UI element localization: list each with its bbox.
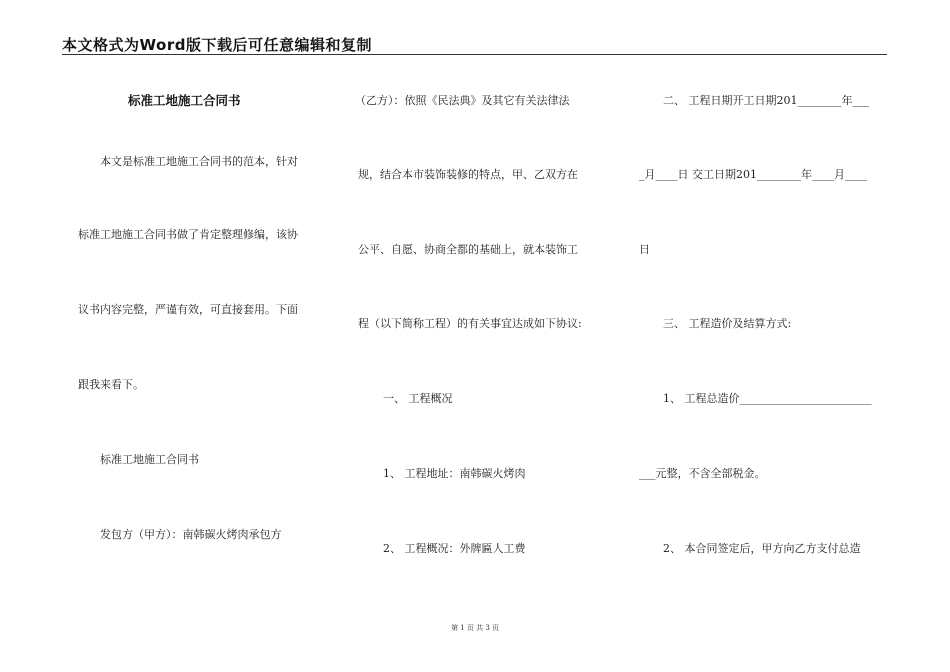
col3-line-7: 2、 本合同签定后，甲方向乙方支付总造 bbox=[663, 542, 861, 555]
col1-line-4: 跟我来看下。 bbox=[78, 378, 144, 391]
col1-line-1: 本文是标准工地施工合同书的范本，针对 bbox=[100, 155, 298, 168]
col3-line-6: ___元整，不含全部税金。 bbox=[639, 467, 766, 480]
contract-title: 标准工地施工合同书 bbox=[128, 93, 241, 108]
col1-line-3: 议书内容完整，严谨有效，可直接套用。下面 bbox=[78, 303, 298, 316]
col3-line-1: 二、 工程日期开工日期201________年___ bbox=[663, 94, 869, 107]
col1-line-5: 标准工地施工合同书 bbox=[100, 453, 199, 466]
col1-line-2: 标准工地施工合同书做了肯定整理修编，该协 bbox=[78, 228, 298, 241]
col2-line-1: （乙方）：依照《民法典》及其它有关法律法 bbox=[355, 94, 570, 107]
col2-line-3: 公平、自愿、协商全都的基础上，就本装饰工 bbox=[358, 243, 578, 256]
col3-line-4: 三、 工程造价及结算方式: bbox=[663, 317, 792, 330]
header-divider bbox=[62, 54, 887, 55]
col2-line-7: 2、 工程概况：外牌匾人工费 bbox=[383, 542, 526, 555]
col3-line-2: _月____日 交工日期201________年____月____ bbox=[639, 168, 867, 181]
col2-line-5: 一、 工程概况 bbox=[383, 392, 453, 405]
col2-line-2: 规，结合本市装饰装修的特点，甲、乙双方在 bbox=[358, 168, 578, 181]
col2-line-6: 1、 工程地址：南韩碳火烤肉 bbox=[383, 467, 526, 480]
page-number: 第 1 页 共 3 页 bbox=[450, 624, 500, 632]
col3-line-3: 日 bbox=[639, 243, 650, 256]
col1-line-6: 发包方（甲方）：南韩碳火烤肉承包方 bbox=[100, 528, 282, 541]
document-header: 本文格式为Word版下载后可任意编辑和复制 bbox=[62, 36, 372, 54]
col2-line-4: 程（以下简称工程）的有关事宜达成如下协议: bbox=[358, 317, 582, 330]
col3-line-5: 1、 工程总造价________________________ bbox=[663, 392, 872, 405]
